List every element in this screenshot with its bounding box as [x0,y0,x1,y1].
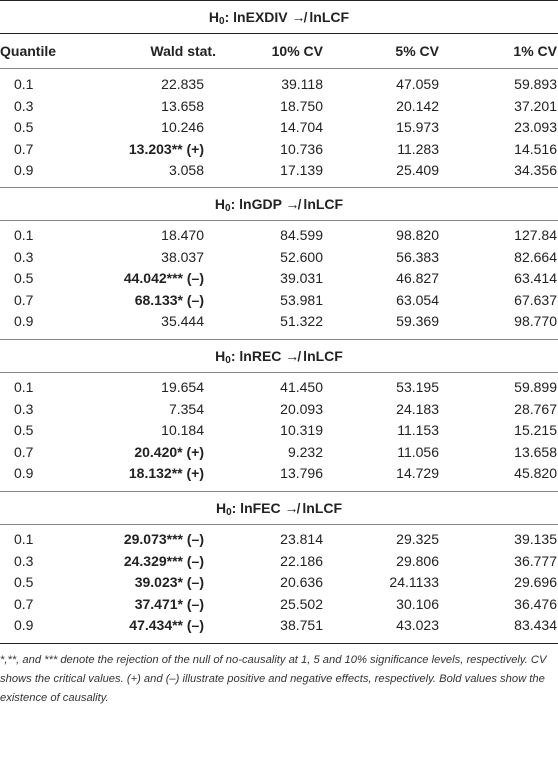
cv5-cell: 11.056 [397,443,439,460]
cv5-cell: 20.142 [396,97,439,114]
cv10-cell: 18.750 [280,97,323,114]
table-row [0,463,558,485]
wald-cell [76,139,216,161]
wald-cell [76,290,216,312]
quantile-cell: 0.9 [14,313,34,330]
cv10-cell: 20.093 [280,400,323,417]
quantile-cell: 0.9 [14,162,34,179]
wald-value: 37.471* [134,595,183,612]
quantile-cell: 0.5 [14,574,34,591]
wald-cell [76,572,216,594]
col-wald: Wald stat. [150,43,216,59]
table-row [0,247,558,269]
wald-cell [76,442,216,464]
table-row [0,594,558,616]
col-quantile: Quantile [0,43,57,59]
cv1-cell: 13.658 [514,443,557,460]
cv10-cell: 22.186 [280,552,323,569]
wald-value: 10.246 [161,119,204,136]
section-title: $H_0$: lnGDP ↛ lnLCF [214,195,344,214]
effect-sign: (+) [182,443,204,460]
cv10-cell: 41.450 [280,378,323,395]
wald-cell [76,225,216,247]
wald-cell [76,529,216,551]
cv10-cell: 10.736 [280,140,323,157]
table-row [0,572,558,594]
wald-value: 38.037 [161,248,204,265]
wald-cell [76,117,216,139]
section-body [0,373,558,491]
cv5-cell: 25.409 [396,162,439,179]
cv1-cell: 67.637 [514,291,557,308]
wald-value: 22.835 [161,76,204,92]
col-cv10: 10% CV [271,43,323,59]
quantile-cell: 0.5 [14,119,34,136]
quantile-cell: 0.7 [14,443,34,460]
quantile-cell: 0.1 [14,226,34,243]
cv5-cell: 24.1133 [389,574,439,591]
quantile-cell: 0.7 [14,140,34,157]
effect-sign: (–) [183,291,204,308]
wald-value: 35.444 [161,313,204,330]
cv10-cell: 51.322 [280,313,323,330]
cv5-cell: 46.827 [396,270,439,287]
table-row [0,420,558,442]
effect-sign: (+) [182,465,204,482]
cv1-cell: 59.893 [514,76,557,92]
cv1-cell: 98.770 [514,313,557,330]
quantile-cell: 0.9 [14,465,34,482]
cv5-cell: 29.325 [396,530,439,547]
quantile-cell: 0.3 [14,248,34,265]
cv10-cell: 84.599 [280,226,323,243]
wald-cell [76,311,216,333]
effect-sign: (–) [183,530,204,547]
cv5-cell: 59.369 [396,313,439,330]
cv5-cell: 98.820 [396,226,439,243]
cv1-cell: 83.434 [514,617,557,634]
cv1-cell: 29.696 [514,574,557,591]
wald-value: 68.133* [134,291,183,308]
wald-value: 29.073*** [123,530,183,547]
cv5-cell: 24.183 [396,400,439,417]
cv10-cell: 39.031 [280,270,323,287]
table-row [0,377,558,399]
wald-cell [76,399,216,421]
wald-cell [76,96,216,118]
wald-value: 20.420* [134,443,183,460]
cv10-cell: 53.981 [280,291,323,308]
table-footnote: *,**, and *** denote the rejection of the null of no-causality at 1, 5 and 10% significance levels, respectively. CV shows the critical values. (+) and (–) illustrate positive and negative effects, respectively. Bold values show the existence of causality. [0,653,547,704]
table-row [0,139,558,161]
quantile-cell: 0.1 [14,378,34,395]
section-title: $H_0$: lnEXDIV ↛ lnLCF [208,9,350,27]
cv5-cell: 14.729 [396,465,439,482]
wald-value: 3.058 [168,162,204,179]
cv1-cell: 14.516 [514,140,557,157]
table-row [0,529,558,551]
quantile-cell: 0.5 [14,270,34,287]
quantile-cell: 0.9 [14,617,34,634]
cv5-cell: 11.283 [397,140,439,157]
quantile-cell: 0.1 [14,530,34,547]
cv10-cell: 25.502 [280,595,323,612]
table-row [0,160,558,182]
wald-cell [76,247,216,269]
col-cv1: 1% CV [513,43,557,59]
quantile-cell: 0.3 [14,400,34,417]
column-header-row [0,34,558,68]
cv10-cell: 13.796 [280,465,323,482]
cv1-cell: 127.84 [514,226,557,243]
wald-cell [76,594,216,616]
cv1-cell: 34.356 [514,162,557,179]
quantile-cell: 0.3 [14,97,34,114]
section-title: $H_0$: lnFEC ↛ lnLCF [215,499,343,518]
cv10-cell: 23.814 [280,530,323,547]
cv5-cell: 43.023 [396,617,439,634]
cv1-cell: 15.215 [514,422,557,439]
wald-value: 13.203** [128,140,183,157]
cv5-cell: 56.383 [396,248,439,265]
cv1-cell: 36.476 [514,595,557,612]
wald-cell [76,551,216,573]
table-row [0,117,558,139]
cv10-cell: 38.751 [280,617,323,634]
cv10-cell: 14.704 [280,119,323,136]
table-row [0,74,558,96]
effect-sign: (–) [183,617,204,634]
cv1-cell: 45.820 [514,465,557,482]
effect-sign: (–) [183,552,204,569]
cv5-cell: 15.973 [396,119,439,136]
wald-cell [76,268,216,290]
quantile-cell: 0.7 [14,291,34,308]
cv1-cell: 36.777 [514,552,557,569]
table-row [0,268,558,290]
table-row [0,311,558,333]
section-body [0,525,558,643]
cv5-cell: 30.106 [396,595,439,612]
wald-value: 39.023* [134,574,183,591]
wald-value: 47.434** [129,617,183,634]
cv10-cell: 39.118 [281,76,323,92]
section-body [0,221,558,339]
quantile-cell: 0.7 [14,595,34,612]
cv10-cell: 52.600 [280,248,323,265]
table-row [0,399,558,421]
wald-value: 18.132** [128,465,183,482]
table-row [0,290,558,312]
table-row [0,96,558,118]
cv1-cell: 39.135 [514,530,557,547]
wald-cell [76,615,216,637]
effect-sign: (–) [183,270,204,287]
col-cv5: 5% CV [395,43,439,59]
cv10-cell: 17.139 [280,162,323,179]
wald-cell [76,160,216,182]
effect-sign: (–) [183,595,204,612]
cv1-cell: 59.899 [514,378,557,395]
cv1-cell: 82.664 [514,248,557,265]
wald-cell [76,463,216,485]
cv5-cell: 63.054 [396,291,439,308]
wald-value: 24.329*** [123,552,183,569]
quantile-cell: 0.3 [14,552,34,569]
table-row [0,615,558,637]
cv5-cell: 11.153 [397,422,439,439]
cv1-cell: 63.414 [514,270,557,287]
wald-value: 18.470 [161,226,204,243]
quantile-cell: 0.1 [14,76,34,92]
wald-value: 13.658 [161,97,204,114]
wald-value: 44.042*** [123,270,183,287]
cv10-cell: 9.232 [287,443,323,460]
table-row [0,551,558,573]
cv1-cell: 37.201 [514,97,557,114]
cv10-cell: 20.636 [280,574,323,591]
wald-cell [76,377,216,399]
cv5-cell: 29.806 [396,552,439,569]
wald-cell [76,74,216,96]
wald-cell [76,420,216,442]
cv5-cell: 53.195 [396,378,439,395]
table-row [0,225,558,247]
cv1-cell: 28.767 [514,400,557,417]
section-body [0,69,558,187]
wald-value: 10.184 [161,422,204,439]
cv10-cell: 10.319 [280,422,323,439]
table-row [0,442,558,464]
effect-sign: (–) [183,574,204,591]
cv1-cell: 23.093 [514,119,557,136]
wald-value: 7.354 [168,400,204,417]
cv5-cell: 47.059 [396,76,439,92]
section-title: $H_0$: lnREC ↛ lnLCF [215,347,343,366]
wald-value: 19.654 [161,378,204,395]
effect-sign: (+) [182,140,204,157]
quantile-cell: 0.5 [14,422,34,439]
